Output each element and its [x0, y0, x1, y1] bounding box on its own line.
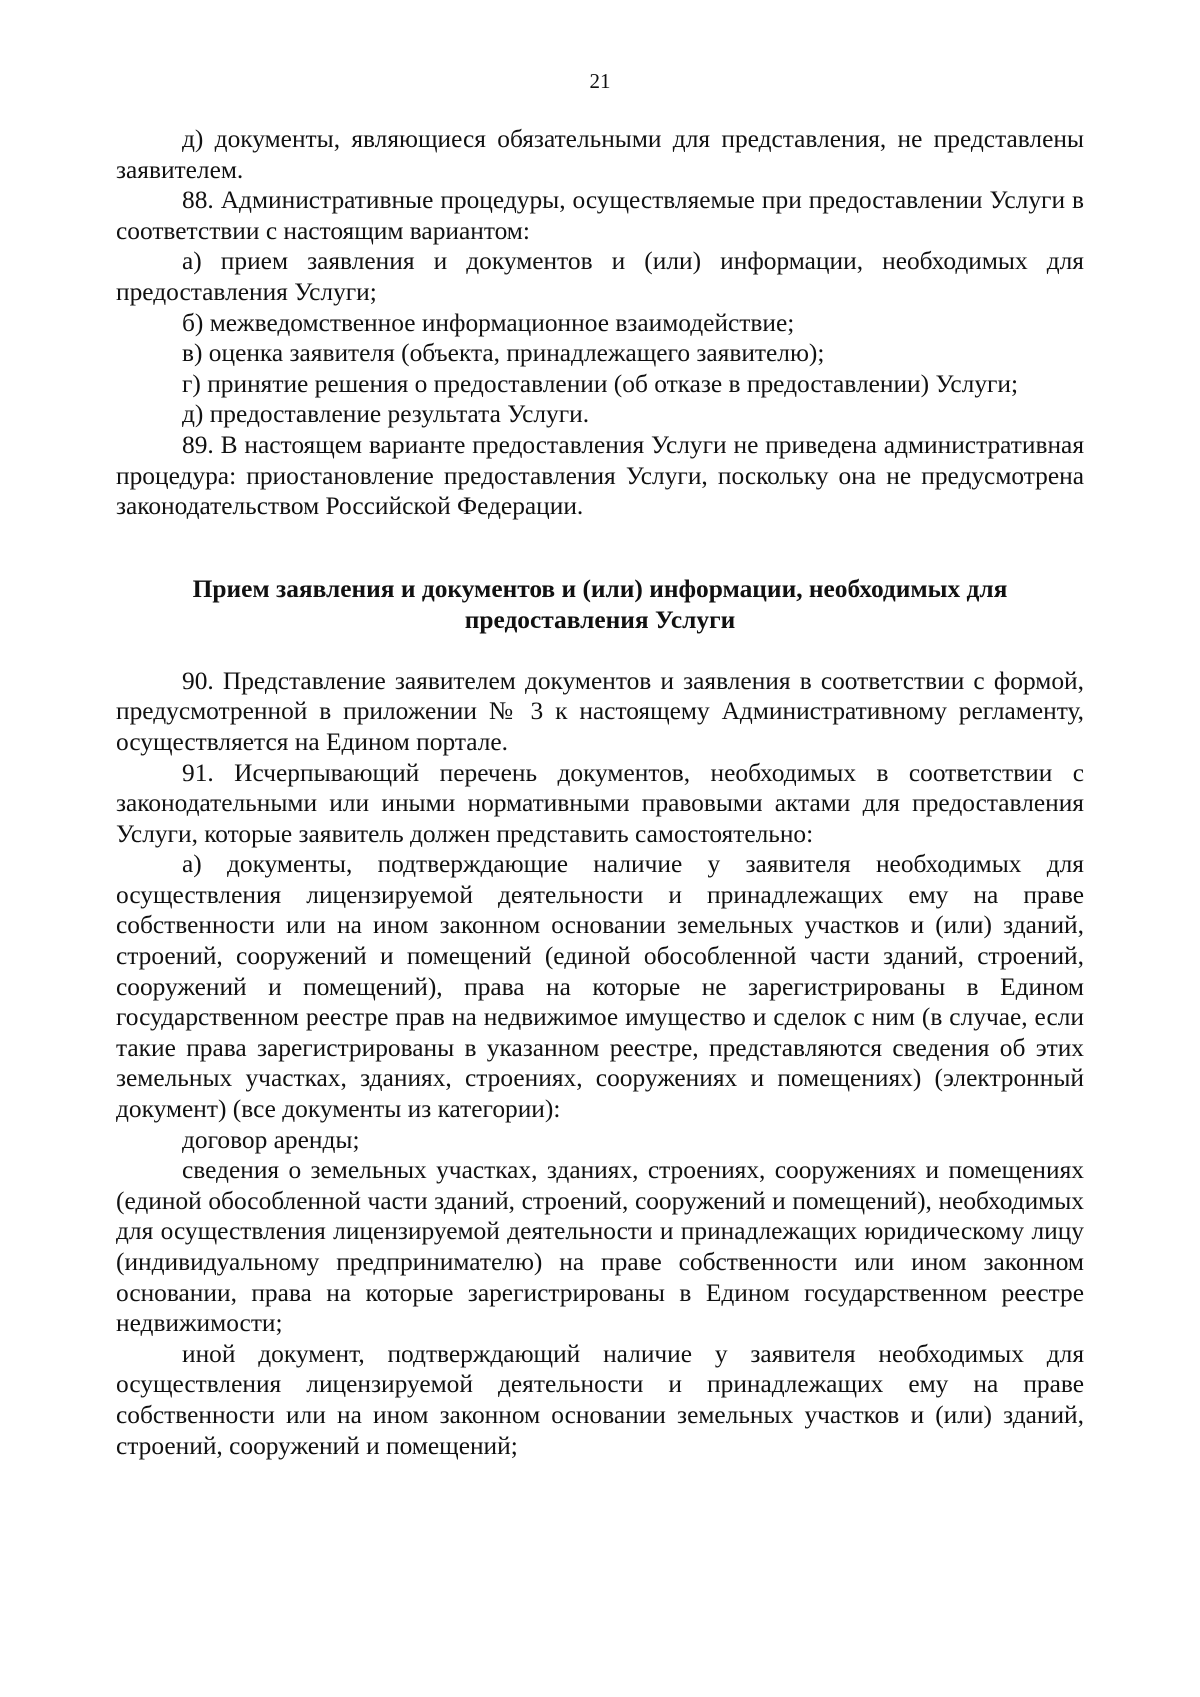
- paragraph-91-a: а) документы, подтверждающие наличие у заявителя необходимых для осуществления лицензируемой деятельности и принадлежащих ему на праве собственности или на ином законном основании земельных участков и (или) зданий, строений, сооружений и помещений (единой обособленной части зданий, строений, сооружений и помещений), права на которые не зарегистрированы в Едином государственном реестре прав на недвижимое имущество и сделок с ним (в случае, если такие права зарегистрированы в указанном реестре, представляются сведения об этих земельных участках, зданиях, строениях, сооружениях и помещениях) (электронный документ) (все документы из категории):: [116, 850, 1084, 1124]
- list-item-g: г) принятие решения о предоставлении (об отказе в предоставлении) Услуги;: [182, 369, 1019, 398]
- list-item-b: б) межведомственное информационное взаимодействие;: [182, 308, 795, 337]
- paragraph-90: 90. Представление заявителем документов и заявления в соответствии с формой, предусмотренной в приложении № 3 к настоящему Административному регламенту, осуществляется на Едином портале.: [116, 666, 1084, 756]
- document-page: [116, 68, 1084, 1461]
- paragraph-91: 91. Исчерпывающий перечень документов, необходимых в соответствии с законодательными или иными нормативными правовыми актами для предоставления Услуги, которые заявитель должен представить самостоятельно:: [116, 758, 1084, 848]
- paragraph-88: 88. Административные процедуры, осуществляемые при предоставлении Услуги в соответствии с настоящим вариантом:: [116, 186, 1084, 245]
- page-number: 21: [589, 69, 611, 93]
- section-heading: Прием заявления и документов и (или) информации, необходимых для предоставления Услуги: [192, 574, 1008, 634]
- list-item-other-document: иной документ, подтверждающий наличие у заявителя необходимых для осуществления лицензируемой деятельности и принадлежащих ему на праве собственности или на ином законном основании земельных участков и (или) зданий, строений, сооружений и помещений;: [116, 1339, 1084, 1460]
- list-item-a: а) прием заявления и документов и (или) информации, необходимых для предоставления Услуги;: [116, 247, 1084, 306]
- list-item-v: в) оценка заявителя (объекта, принадлежащего заявителю);: [182, 339, 825, 368]
- list-item-property-info: сведения о земельных участках, зданиях, строениях, сооружениях и помещениях (единой обособленной части зданий, строений, сооружений и помещений), необходимых для осуществления лицензируемой деятельности и принадлежащих юридическому лицу (индивидуальному предпринимателю) на праве собственности или ином законном основании, права на которые зарегистрированы в Едином государственном реестре недвижимости;: [116, 1156, 1084, 1338]
- paragraph-89: 89. В настоящем варианте предоставления Услуги не приведена административная процедура: приостановление предоставления Услуги, поскольку она не предусмотрена законодательством Российской Федерации.: [116, 430, 1084, 521]
- paragraph-d-documents: д) документы, являющиеся обязательными для представления, не представлены заявителем.: [116, 125, 1084, 184]
- list-item-d: д) предоставление результата Услуги.: [182, 400, 590, 429]
- list-item-lease-agreement: договор аренды;: [182, 1125, 360, 1154]
